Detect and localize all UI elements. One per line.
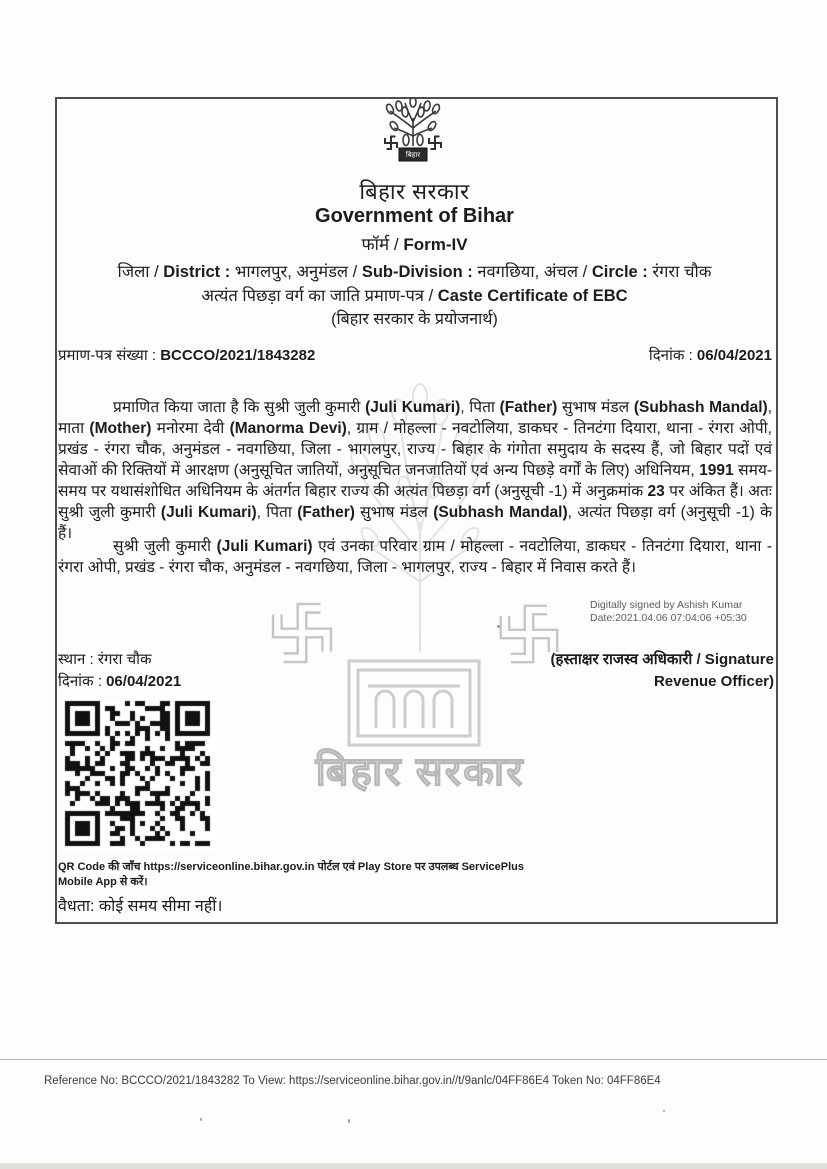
emblem-swastika-left: [385, 137, 397, 150]
scan-speck: [497, 625, 500, 628]
certificate-date: दिनांक : 06/04/2021: [648, 347, 772, 364]
qr-note-line2: Mobile App से करें।: [58, 876, 148, 888]
scan-bottom-edge: [0, 1163, 827, 1169]
qr-note-line1: QR Code की जाँच https://serviceonline.bihar.gov.in पोर्टल एवं Play Store पर उपलब्ध ServicePlus: [58, 861, 524, 873]
certificate-title: अत्यंत पिछड़ा वर्ग का जाति प्रमाण-पत्र / Caste Certificate of EBC: [201, 287, 628, 305]
revenue-officer-signature-label: [474, 649, 774, 693]
purpose-line: (बिहार सरकार के प्रयोजनार्थ): [331, 311, 498, 328]
org-name-english: Government of Bihar: [315, 205, 514, 227]
scan-speck: [663, 1110, 665, 1112]
scan-speck: [200, 1118, 202, 1121]
watermark-text: बिहार सरकार: [315, 750, 525, 794]
place-line: स्थान : रंगरा चौक: [58, 651, 152, 668]
certificate-meta-row: [58, 345, 772, 365]
signature-date-line: दिनांक : 06/04/2021: [58, 673, 182, 690]
org-name-hindi: बिहार सरकार: [359, 179, 470, 204]
qr-code: [64, 700, 216, 852]
district-subdivision-circle-line: जिला / District : भागलपुर, अनुमंडल / Sub-Division : नवगछिया, अंचल / Circle : रंगरा चौक: [117, 263, 712, 281]
certificate-paragraph-2: सुश्री जुली कुमारी (Juli Kumari) एवं उनका परिवार ग्राम / मोहल्ला - नवटोलिया, डाकघर - तिनटंगा दियारा, थाना - रंगरा ओपी, प्रखंड - रंगरा चौक, अनुमंडल - नवगछिया, जिला - भागलपुर, राज्य - बिहार में निवास करते हैं।: [58, 538, 773, 576]
certificate-paragraph-1: प्रमाणित किया जाता है कि सुश्री जुली कुमारी (Juli Kumari), पिता (Father) सुभाष मंडल (Subhash Mandal), माता (Mother) मनोरमा देवी (Manorma Devi), ग्राम / मोहल्ला - नवटोलिया, डाकघर - तिनटंगा दियारा, थाना - रंगरा ओपी, प्रखंड - रंगरा चौक, अनुमंडल - नवगछिया, जिला - भागलपुर, राज्य - बिहार के गंगोता समुदाय के सदस्य हैं, जो बिहार पदों एवं सेवाओं की रिक्तियों में आरक्षण (अनुसूचित जातियों, अनुसूचित जनजातियों एवं अन्य पिछड़े वर्गों के लिए) अधिनियम, 1991 समय-समय पर यथासंशोधित अधिनियम के अंतर्गत बिहार राज्य की अत्यंत पिछड़ा वर्ग (अनुसूची -1) में अनुक्रमांक 23 पर अंकित हैं। अतः सुश्री जुली कुमारी (Juli Kumari), पिता (Father) सुभाष मंडल (Subhash Mandal), अत्यंत पिछड़ा वर्ग (अनुसूची -1) के हैं।: [58, 399, 772, 542]
officer-line1: (हस्ताक्षर राजस्व अधिकारी / Signature: [550, 651, 774, 668]
footer-reference-line: Reference No: BCCCO/2021/1843282 To View: https://serviceonline.bihar.gov.in//t/9anlc/04FF86E4 Token No: 04FF86E4: [44, 1075, 661, 1087]
digital-signature-line1: Digitally signed by Ashish Kumar: [590, 599, 743, 611]
officer-line2: Revenue Officer): [653, 673, 774, 690]
scan-speck: [348, 1119, 350, 1123]
form-number-line: फॉर्म / Form-IV: [361, 235, 468, 254]
emblem-swastika-right: [429, 137, 441, 150]
qr-verification-note: [58, 860, 524, 890]
place-date-block: [58, 649, 181, 693]
digital-signature-line2: Date:2021.04.06 07:04:06 +05:30: [590, 612, 747, 624]
digital-signature-stamp: [590, 599, 747, 625]
validity-line: वैधता: कोई समय सीमा नहीं।: [58, 898, 223, 915]
footer-divider: [0, 1059, 827, 1060]
certificate-number: प्रमाण-पत्र संख्या : BCCCO/2021/1843282: [58, 347, 316, 364]
emblem-plaque-text: बिहार: [405, 152, 421, 159]
bihar-emblem: [370, 98, 456, 164]
